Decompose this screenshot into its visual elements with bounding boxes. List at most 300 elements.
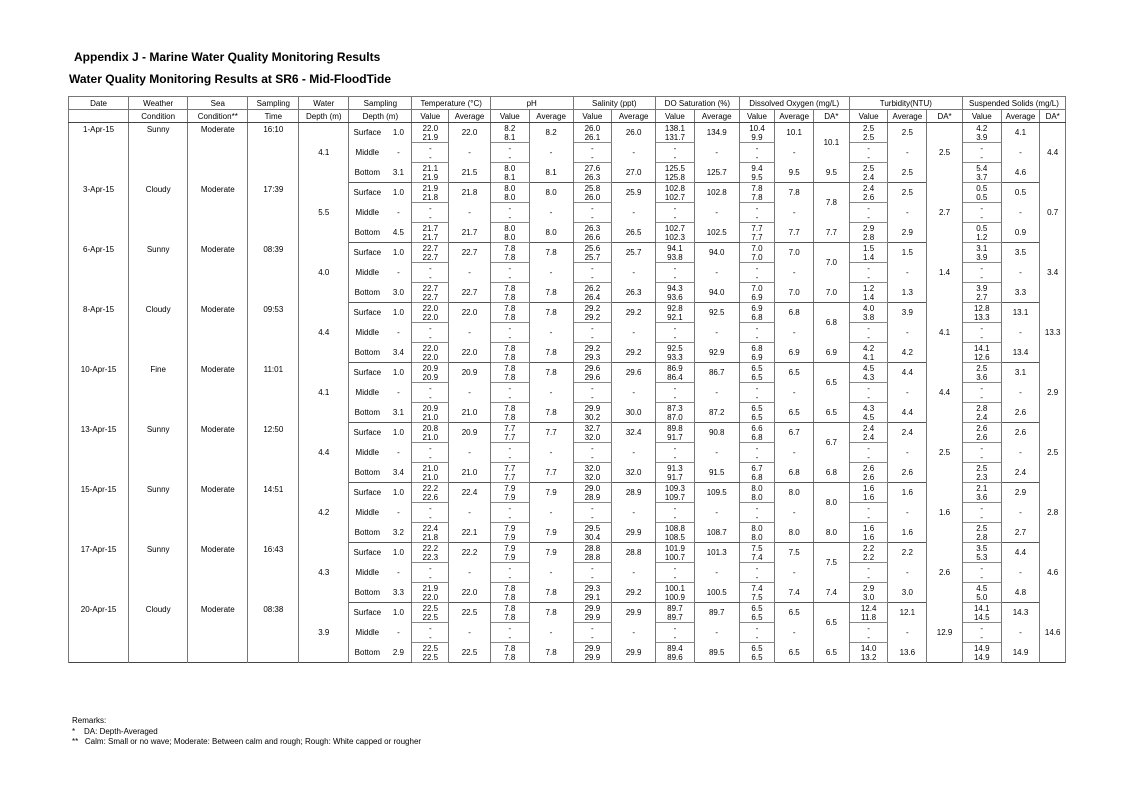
dissolved-oxygen-cell (739, 483, 775, 503)
dissolved-oxygen-cell (739, 463, 775, 483)
temperature-cell-value: 22.6 (422, 492, 439, 502)
salinity-average-cell: - (612, 203, 656, 223)
salinity-cell (573, 483, 612, 503)
dissolved-oxygen-cell-pair (740, 504, 775, 522)
temperature-cell-pair (412, 624, 448, 642)
table-row (69, 183, 1066, 203)
turbidity-average-cell: 2.4 (888, 423, 927, 443)
dissolved-oxygen-average-cell: 6.8 (775, 463, 814, 483)
turbidity-average-cell: 4.4 (888, 403, 927, 423)
turbidity-cell-pair (850, 504, 888, 522)
dissolved-oxygen-cell-pair (740, 364, 775, 382)
ph-cell-value: 7.8 (504, 343, 516, 353)
ph-cell-value: - (508, 572, 512, 582)
suspended-solids-cell (962, 283, 1001, 303)
do-saturation-cell (656, 323, 695, 343)
salinity-cell-value: 29.6 (584, 363, 601, 373)
ph-cell-pair (491, 624, 529, 642)
salinity-cell-value: 32.0 (584, 432, 601, 442)
ph-average-cell: - (529, 263, 573, 283)
suspended-solids-cell (962, 243, 1001, 263)
ph-cell (490, 423, 529, 443)
weather-cell: Sunny (129, 123, 188, 183)
suspended-solids-cell (962, 223, 1001, 243)
temperature-cell (412, 303, 449, 323)
header-sampling-depth-unit: Depth (m) (349, 110, 412, 123)
do-saturation-cell-value: - (673, 443, 677, 453)
suspended-solids-cell-pair (963, 184, 1001, 202)
weather-cell: Cloudy (129, 183, 188, 243)
do-saturation-cell-value: - (673, 263, 677, 273)
ph-cell-pair (491, 144, 529, 162)
do-saturation-cell-pair (656, 324, 694, 342)
do-saturation-cell-value: 92.1 (667, 312, 683, 322)
turbidity-cell-pair (850, 204, 888, 222)
do-saturation-cell-value: - (673, 383, 677, 393)
dissolved-oxygen-cell-pair (740, 184, 775, 202)
level-name-cell: Surface (349, 543, 386, 563)
temperature-cell-value: - (428, 632, 432, 642)
level-name-cell: Surface (349, 363, 386, 383)
turbidity-cell (849, 243, 888, 263)
dissolved-oxygen-cell-value: - (755, 152, 759, 162)
turbidity-average-cell: 2.6 (888, 463, 927, 483)
level-name-cell: Middle (349, 623, 386, 643)
level-depth-cell: 1.0 (385, 483, 412, 503)
turbidity-cell (849, 643, 888, 663)
turbidity-average-cell: 2.5 (888, 163, 927, 183)
ph-cell-value: 7.8 (504, 283, 516, 293)
dissolved-oxygen-cell (739, 123, 775, 143)
salinity-average-cell: 29.9 (612, 603, 656, 623)
turbidity-cell (849, 363, 888, 383)
temperature-cell-pair (412, 264, 448, 282)
ph-cell (490, 383, 529, 403)
do-saturation-cell-value: 101.9 (664, 543, 685, 553)
ph-cell-value: 7.8 (504, 652, 516, 662)
do-saturation-cell-value: 89.4 (667, 643, 683, 653)
level-name-cell: Middle (349, 563, 386, 583)
turbidity-average-cell: 2.5 (888, 183, 927, 203)
dissolved-oxygen-cell-pair (740, 604, 775, 622)
salinity-cell-value: 27.6 (584, 163, 601, 173)
suspended-solids-cell-value: 0.5 (976, 192, 988, 202)
do-saturation-cell (656, 363, 695, 383)
dissolved-oxygen-cell-value: 9.9 (751, 132, 763, 142)
ph-average-cell: 7.8 (529, 343, 573, 363)
turbidity-cell-value: 1.4 (863, 252, 875, 262)
suspended-solids-cell-value: 2.5 (976, 363, 988, 373)
ph-cell-value: 7.8 (504, 292, 516, 302)
temperature-cell (412, 543, 449, 563)
turbidity-da-cell: 2.6 (927, 543, 963, 603)
temperature-cell-value: 21.8 (422, 532, 439, 542)
salinity-cell (573, 623, 612, 643)
header-temperature: Temperature (°C) (412, 97, 490, 110)
temperature-cell (412, 643, 449, 663)
do-saturation-cell-pair (656, 464, 694, 482)
sampling-time-cell: 16:43 (248, 543, 299, 603)
temperature-cell-pair (412, 424, 448, 442)
salinity-cell-value: 32.7 (584, 423, 601, 433)
salinity-cell-value: 29.9 (584, 643, 601, 653)
suspended-solids-cell-value: 2.1 (976, 483, 988, 493)
ph-cell-value: 7.9 (504, 492, 516, 502)
suspended-solids-cell-value: - (980, 503, 984, 513)
do-saturation-average-cell: - (694, 563, 739, 583)
date-cell: 10-Apr-15 (69, 363, 129, 423)
do-saturation-cell-value: - (673, 452, 677, 462)
suspended-solids-cell-value: 14.9 (973, 643, 990, 653)
level-name-cell: Middle (349, 383, 386, 403)
dissolved-oxygen-average-cell: - (775, 623, 814, 643)
suspended-solids-cell-value: 13.3 (973, 312, 990, 322)
temperature-cell-value: 22.0 (422, 592, 439, 602)
do-saturation-cell-pair (656, 344, 694, 362)
ph-cell (490, 183, 529, 203)
salinity-cell-value: - (591, 623, 594, 633)
water-depth-cell: 4.1 (299, 123, 349, 183)
temperature-cell (412, 583, 449, 603)
dissolved-oxygen-cell (739, 283, 775, 303)
header-da: DA* (814, 110, 850, 123)
dissolved-oxygen-cell-pair (740, 404, 775, 422)
suspended-solids-cell (962, 583, 1001, 603)
temperature-cell (412, 503, 449, 523)
level-depth-cell: 3.4 (385, 343, 412, 363)
ph-cell-value: 7.8 (504, 252, 516, 262)
turbidity-cell-value: 2.6 (863, 463, 875, 473)
ph-average-cell: 7.9 (529, 483, 573, 503)
turbidity-average-cell: - (888, 443, 927, 463)
temperature-average-cell: - (449, 263, 491, 283)
table-row (69, 483, 1066, 503)
ph-cell (490, 443, 529, 463)
dissolved-oxygen-cell-pair (740, 544, 775, 562)
temperature-cell-value: - (428, 383, 432, 393)
turbidity-cell-value: 1.6 (863, 523, 875, 533)
turbidity-average-cell: 2.9 (888, 223, 927, 243)
level-depth-cell: 3.3 (385, 583, 412, 603)
salinity-cell (573, 563, 612, 583)
salinity-average-cell: 26.5 (612, 223, 656, 243)
salinity-cell-pair (574, 424, 612, 442)
temperature-cell (412, 383, 449, 403)
do-saturation-cell-pair (656, 224, 694, 242)
temperature-cell (412, 403, 449, 423)
salinity-cell-value: - (591, 212, 594, 222)
salinity-cell-pair (574, 284, 612, 302)
do-saturation-average-cell: 101.3 (694, 543, 739, 563)
level-name-cell: Bottom (349, 583, 386, 603)
turbidity-cell-pair (850, 364, 888, 382)
dissolved-oxygen-cell-pair (740, 264, 775, 282)
ph-average-cell: - (529, 563, 573, 583)
suspended-solids-cell-value: 2.6 (976, 432, 988, 442)
do-saturation-cell-pair (656, 204, 694, 222)
turbidity-cell-value: - (867, 572, 870, 582)
temperature-cell (412, 163, 449, 183)
temperature-cell (412, 443, 449, 463)
header-weather: Weather (129, 97, 188, 110)
suspended-solids-cell-value: 5.4 (976, 163, 988, 173)
ph-average-cell: - (529, 383, 573, 403)
dissolved-oxygen-cell-value: 7.8 (751, 183, 763, 193)
suspended-solids-cell-pair (963, 404, 1001, 422)
do-saturation-cell-value: 94.3 (667, 283, 683, 293)
ph-cell (490, 203, 529, 223)
turbidity-cell-pair (850, 144, 888, 162)
salinity-cell-value: 26.3 (584, 172, 601, 182)
suspended-solids-cell-pair (963, 224, 1001, 242)
dissolved-oxygen-average-cell: 6.5 (775, 363, 814, 383)
dissolved-oxygen-cell-value: 6.8 (751, 312, 763, 322)
salinity-cell-pair (574, 404, 612, 422)
temperature-average-cell: 21.5 (449, 163, 491, 183)
temperature-cell-pair (412, 444, 448, 462)
do-saturation-average-cell: 125.7 (694, 163, 739, 183)
ph-cell-value: - (508, 212, 512, 222)
do-saturation-average-cell: - (694, 503, 739, 523)
do-saturation-cell-value: 94.1 (667, 243, 683, 253)
do-saturation-average-cell: 134.9 (694, 123, 739, 143)
temperature-cell-pair (412, 324, 448, 342)
ph-average-cell: 8.1 (529, 163, 573, 183)
turbidity-cell (849, 423, 888, 443)
salinity-cell-pair (574, 324, 612, 342)
salinity-cell (573, 443, 612, 463)
temperature-cell-value: - (428, 512, 432, 522)
ph-cell-value: 7.7 (504, 472, 516, 482)
do-saturation-average-cell: 90.8 (694, 423, 739, 443)
salinity-average-cell: - (612, 143, 656, 163)
do-saturation-cell-value: - (673, 563, 677, 573)
header-sea-condition: Condition** (188, 110, 248, 123)
salinity-cell-value: 29.1 (584, 592, 601, 602)
do-saturation-cell-value: 100.1 (664, 583, 685, 593)
do-saturation-average-cell: 89.5 (694, 643, 739, 663)
water-depth-cell: 4.0 (299, 243, 349, 303)
salinity-cell-pair (574, 644, 612, 662)
temperature-cell-pair (412, 384, 448, 402)
ph-cell-value: 7.9 (504, 523, 516, 533)
suspended-solids-cell-value: - (980, 143, 984, 153)
do-saturation-cell (656, 543, 695, 563)
salinity-cell-value: 29.2 (584, 312, 601, 322)
turbidity-cell-pair (850, 424, 888, 442)
weather-cell: Sunny (129, 423, 188, 483)
temperature-cell-pair (412, 284, 448, 302)
temperature-average-cell: 22.2 (449, 543, 491, 563)
do-saturation-cell-value: 102.7 (664, 223, 685, 233)
turbidity-cell-value: 11.8 (861, 612, 877, 622)
dissolved-oxygen-average-cell: 6.5 (775, 403, 814, 423)
temperature-average-cell: 21.0 (449, 463, 491, 483)
suspended-solids-cell-pair (963, 584, 1001, 602)
ph-average-cell: 7.8 (529, 403, 573, 423)
dissolved-oxygen-cell-value: - (755, 443, 759, 453)
temperature-average-cell: 20.9 (449, 423, 491, 443)
salinity-cell-value: 29.9 (584, 612, 601, 622)
table-body (69, 123, 1066, 663)
suspended-solids-average-cell: 4.1 (1001, 123, 1040, 143)
header-do-saturation: DO Saturation (%) (656, 97, 740, 110)
salinity-cell-pair (574, 504, 612, 522)
temperature-cell (412, 203, 449, 223)
turbidity-cell (849, 603, 888, 623)
suspended-solids-cell-value: 2.8 (976, 532, 988, 542)
turbidity-cell-pair (850, 604, 888, 622)
do-saturation-cell (656, 183, 695, 203)
turbidity-cell-value: 3.8 (863, 312, 875, 322)
suspended-solids-cell-value: - (980, 332, 984, 342)
suspended-solids-cell (962, 603, 1001, 623)
dissolved-oxygen-cell-value: - (755, 272, 759, 282)
temperature-cell (412, 363, 449, 383)
do-saturation-cell-value: - (673, 512, 677, 522)
suspended-solids-cell-value: 14.9 (973, 652, 990, 662)
temperature-cell-pair (412, 404, 448, 422)
ph-cell-pair (491, 284, 529, 302)
suspended-solids-cell-pair (963, 264, 1001, 282)
level-name-cell: Surface (349, 603, 386, 623)
ph-cell-pair (491, 564, 529, 582)
temperature-cell-pair (412, 524, 448, 542)
do-saturation-average-cell: - (694, 623, 739, 643)
temperature-cell (412, 483, 449, 503)
suspended-solids-average-cell: 2.9 (1001, 483, 1040, 503)
turbidity-average-cell: 3.9 (888, 303, 927, 323)
salinity-average-cell: 25.7 (612, 243, 656, 263)
ph-cell-value: 7.9 (504, 483, 516, 493)
suspended-solids-cell-value: - (980, 212, 984, 222)
dissolved-oxygen-bottom-da-cell: 6.5 (814, 403, 850, 423)
do-saturation-cell-pair (656, 444, 694, 462)
temperature-cell (412, 263, 449, 283)
dissolved-oxygen-bottom-da-cell: 6.5 (814, 643, 850, 663)
temperature-cell (412, 283, 449, 303)
turbidity-cell (849, 443, 888, 463)
do-saturation-cell (656, 223, 695, 243)
suspended-solids-cell-value: 4.2 (976, 123, 988, 133)
suspended-solids-average-cell: - (1001, 323, 1040, 343)
dissolved-oxygen-average-cell: - (775, 383, 814, 403)
ph-cell (490, 643, 529, 663)
weather-cell: Sunny (129, 243, 188, 303)
suspended-solids-cell-value: 3.9 (976, 252, 988, 262)
do-saturation-cell-pair (656, 604, 694, 622)
do-saturation-cell (656, 583, 695, 603)
suspended-solids-cell-value: - (980, 272, 984, 282)
do-saturation-average-cell: - (694, 443, 739, 463)
turbidity-cell-value: 2.5 (863, 132, 875, 142)
salinity-cell-value: - (591, 443, 594, 453)
do-saturation-cell (656, 123, 695, 143)
suspended-solids-cell-pair (963, 124, 1001, 142)
dissolved-oxygen-cell-pair (740, 224, 775, 242)
suspended-solids-cell-pair (963, 244, 1001, 262)
turbidity-cell-value: 2.6 (863, 472, 875, 482)
ph-cell-pair (491, 644, 529, 662)
remarks-line: * DA: Depth-Averaged (72, 726, 158, 736)
suspended-solids-da-cell: 2.5 (1040, 423, 1066, 483)
level-depth-cell: - (385, 503, 412, 523)
salinity-cell (573, 523, 612, 543)
dissolved-oxygen-average-cell: - (775, 203, 814, 223)
water-depth-cell: 4.2 (299, 483, 349, 543)
temperature-cell-value: 20.9 (422, 363, 439, 373)
do-saturation-cell-pair (656, 584, 694, 602)
do-saturation-cell (656, 203, 695, 223)
turbidity-average-cell: - (888, 563, 927, 583)
do-saturation-cell-pair (656, 244, 694, 262)
suspended-solids-cell-value: 3.1 (976, 243, 988, 253)
level-name-cell: Middle (349, 503, 386, 523)
level-depth-cell: 1.0 (385, 183, 412, 203)
do-saturation-cell-value: 91.7 (667, 432, 683, 442)
level-depth-cell: 2.9 (385, 643, 412, 663)
ph-average-cell: 7.8 (529, 243, 573, 263)
turbidity-cell-pair (850, 284, 888, 302)
salinity-average-cell: - (612, 263, 656, 283)
dissolved-oxygen-cell (739, 523, 775, 543)
level-depth-cell: - (385, 383, 412, 403)
dissolved-oxygen-cell-value: 8.0 (751, 492, 763, 502)
suspended-solids-cell-value: 2.7 (976, 292, 988, 302)
ph-cell-value: - (508, 272, 512, 282)
dissolved-oxygen-cell (739, 643, 775, 663)
do-saturation-average-cell: 100.5 (694, 583, 739, 603)
do-saturation-cell-value: - (673, 152, 677, 162)
level-depth-cell: - (385, 443, 412, 463)
dissolved-oxygen-cell-value: 9.5 (751, 172, 763, 182)
weather-cell: Sunny (129, 483, 188, 543)
suspended-solids-cell-pair (963, 324, 1001, 342)
do-saturation-cell-value: 92.8 (667, 303, 683, 313)
ph-cell (490, 363, 529, 383)
do-saturation-average-cell: 102.8 (694, 183, 739, 203)
do-saturation-cell-pair (656, 624, 694, 642)
turbidity-cell-value: - (867, 152, 870, 162)
dissolved-oxygen-cell-value: - (755, 632, 759, 642)
temperature-cell-value: 21.0 (422, 463, 439, 473)
temperature-cell-value: 21.8 (422, 192, 439, 202)
do-saturation-average-cell: 91.5 (694, 463, 739, 483)
do-saturation-cell-value: - (673, 203, 677, 213)
suspended-solids-cell-value: 3.9 (976, 132, 988, 142)
turbidity-cell-value: - (867, 503, 870, 513)
level-name-cell: Surface (349, 483, 386, 503)
suspended-solids-da-cell: 2.9 (1040, 363, 1066, 423)
suspended-solids-average-cell: 3.3 (1001, 283, 1040, 303)
dissolved-oxygen-cell-value: 7.4 (751, 552, 763, 562)
dissolved-oxygen-cell-pair (740, 124, 775, 142)
turbidity-cell (849, 183, 888, 203)
salinity-cell-value: - (591, 203, 594, 213)
dissolved-oxygen-cell-value: 7.7 (751, 223, 763, 233)
temperature-average-cell: 21.8 (449, 183, 491, 203)
temperature-average-cell: - (449, 323, 491, 343)
ph-cell-pair (491, 244, 529, 262)
turbidity-cell-pair (850, 324, 888, 342)
salinity-cell (573, 503, 612, 523)
salinity-cell-value: 26.1 (584, 132, 601, 142)
turbidity-cell-pair (850, 524, 888, 542)
temperature-cell-value: - (428, 263, 432, 273)
salinity-cell-pair (574, 364, 612, 382)
ph-cell (490, 543, 529, 563)
turbidity-cell-pair (850, 644, 888, 662)
